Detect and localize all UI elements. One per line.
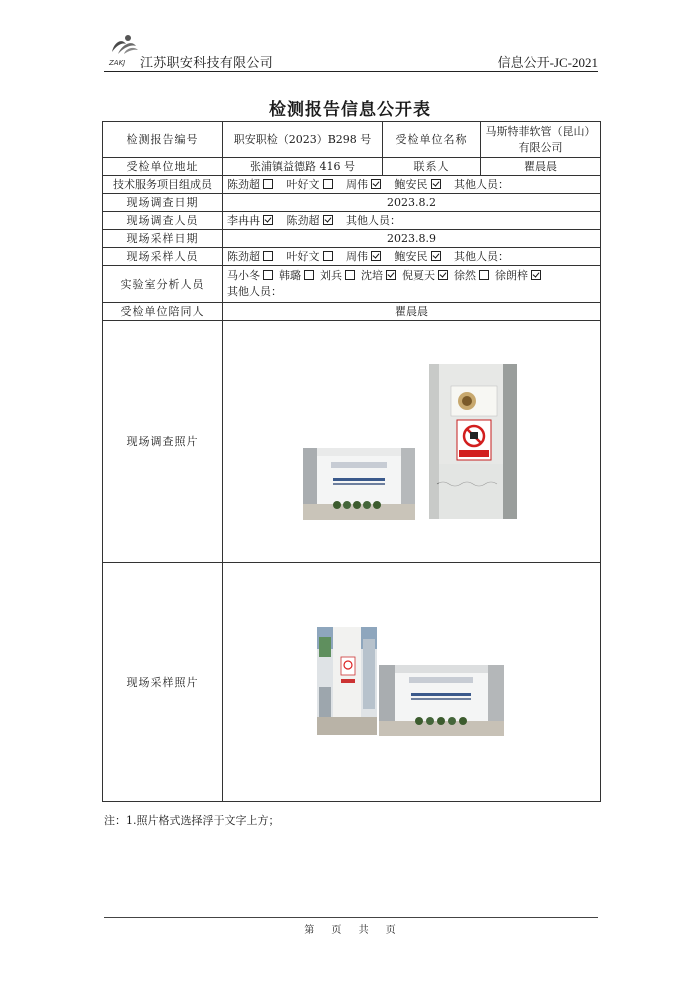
checkbox-icon bbox=[323, 251, 333, 261]
address-label: 受检单位地址 bbox=[103, 158, 223, 176]
tech-members-label: 技术服务项目组成员 bbox=[103, 176, 223, 194]
staff-item: 刘兵 bbox=[320, 269, 359, 282]
checkbox-icon bbox=[345, 270, 355, 280]
survey-date-label: 现场调查日期 bbox=[103, 194, 223, 212]
sampling-staff-list bbox=[223, 248, 601, 266]
sampling-date-value: 2023.8.9 bbox=[223, 230, 601, 248]
unit-name-value: 马斯特菲软管（昆山）有限公司 bbox=[481, 122, 601, 158]
lab-staff-label: 实验室分析人员 bbox=[103, 266, 223, 303]
contact-label: 联系人 bbox=[383, 158, 481, 176]
survey-others: 其他人员： bbox=[346, 214, 401, 227]
checkbox-icon bbox=[371, 179, 381, 189]
survey-photo-area bbox=[223, 321, 601, 563]
sampling-date-label: 现场采样日期 bbox=[103, 230, 223, 248]
member-item: 陈劲超 bbox=[227, 178, 277, 191]
survey-staff-list bbox=[223, 212, 601, 230]
lab-staff-list bbox=[223, 266, 601, 303]
tech-others: 其他人员： bbox=[454, 178, 509, 191]
sampling-others: 其他人员： bbox=[454, 250, 509, 263]
checkbox-icon bbox=[371, 251, 381, 261]
survey-photo-label: 现场调查照片 bbox=[103, 321, 223, 563]
staff-item: 徐然 bbox=[454, 269, 493, 282]
report-table bbox=[102, 121, 601, 802]
page-number: 第 页 共 页 bbox=[304, 925, 396, 936]
sampling-staff-label: 现场采样人员 bbox=[103, 248, 223, 266]
page-header bbox=[104, 30, 598, 72]
lab-others: 其他人员： bbox=[227, 285, 282, 298]
survey-photo-sign bbox=[429, 364, 517, 519]
sampling-photo-area bbox=[223, 563, 601, 802]
sampling-photo-reception bbox=[379, 665, 504, 736]
company-name: 江苏职安科技有限公司 bbox=[140, 56, 274, 71]
svg-text:ZAKJ: ZAKJ bbox=[109, 59, 126, 67]
staff-item: 陈劲超 bbox=[227, 250, 277, 263]
checkbox-icon bbox=[304, 270, 314, 280]
staff-item: 徐朗梓 bbox=[495, 269, 545, 282]
staff-item: 周伟 bbox=[346, 250, 385, 263]
contact-value: 瞿晨晨 bbox=[481, 158, 601, 176]
sampling-photo-pillar bbox=[317, 627, 377, 735]
escort-value: 瞿晨晨 bbox=[223, 303, 601, 321]
survey-photo-reception bbox=[303, 448, 415, 520]
tech-members-list bbox=[223, 176, 601, 194]
footnote: 注：1.照片格式选择浮于文字上方； bbox=[104, 814, 280, 827]
checkbox-icon bbox=[323, 215, 333, 225]
checkbox-icon bbox=[263, 179, 273, 189]
report-no-label: 检测报告编号 bbox=[103, 122, 223, 158]
unit-name-label: 受检单位名称 bbox=[383, 122, 481, 158]
checkbox-icon bbox=[431, 251, 441, 261]
staff-item: 鲍安民 bbox=[395, 250, 445, 263]
escort-label: 受检单位陪同人 bbox=[103, 303, 223, 321]
survey-staff-label: 现场调查人员 bbox=[103, 212, 223, 230]
document-code: 信息公开-JC-2021 bbox=[497, 55, 598, 70]
staff-item: 陈劲超 bbox=[287, 214, 337, 227]
staff-item: 李冉冉 bbox=[227, 214, 277, 227]
member-item: 周伟 bbox=[346, 178, 385, 191]
report-no-value: 职安职检（2023）B298 号 bbox=[223, 122, 383, 158]
staff-item: 马小冬 bbox=[227, 269, 277, 282]
checkbox-icon bbox=[479, 270, 489, 280]
page-title: 检测报告信息公开表 bbox=[269, 100, 431, 120]
staff-item: 倪夏天 bbox=[402, 269, 452, 282]
company-logo bbox=[104, 30, 144, 70]
header-divider bbox=[104, 71, 598, 72]
checkbox-icon bbox=[263, 251, 273, 261]
checkbox-icon bbox=[263, 215, 273, 225]
footer-divider bbox=[104, 917, 598, 918]
checkbox-icon bbox=[263, 270, 273, 280]
member-item: 鲍安民 bbox=[395, 178, 445, 191]
staff-item: 叶好文 bbox=[287, 250, 337, 263]
staff-item: 韩璐 bbox=[279, 269, 318, 282]
checkbox-icon bbox=[531, 270, 541, 280]
staff-item: 沈培 bbox=[361, 269, 400, 282]
checkbox-icon bbox=[386, 270, 396, 280]
sampling-photo-label: 现场采样照片 bbox=[103, 563, 223, 802]
address-value: 张浦镇益德路 416 号 bbox=[223, 158, 383, 176]
checkbox-icon bbox=[323, 179, 333, 189]
checkbox-icon bbox=[438, 270, 448, 280]
checkbox-icon bbox=[431, 179, 441, 189]
member-item: 叶好文 bbox=[287, 178, 337, 191]
survey-date-value: 2023.8.2 bbox=[223, 194, 601, 212]
